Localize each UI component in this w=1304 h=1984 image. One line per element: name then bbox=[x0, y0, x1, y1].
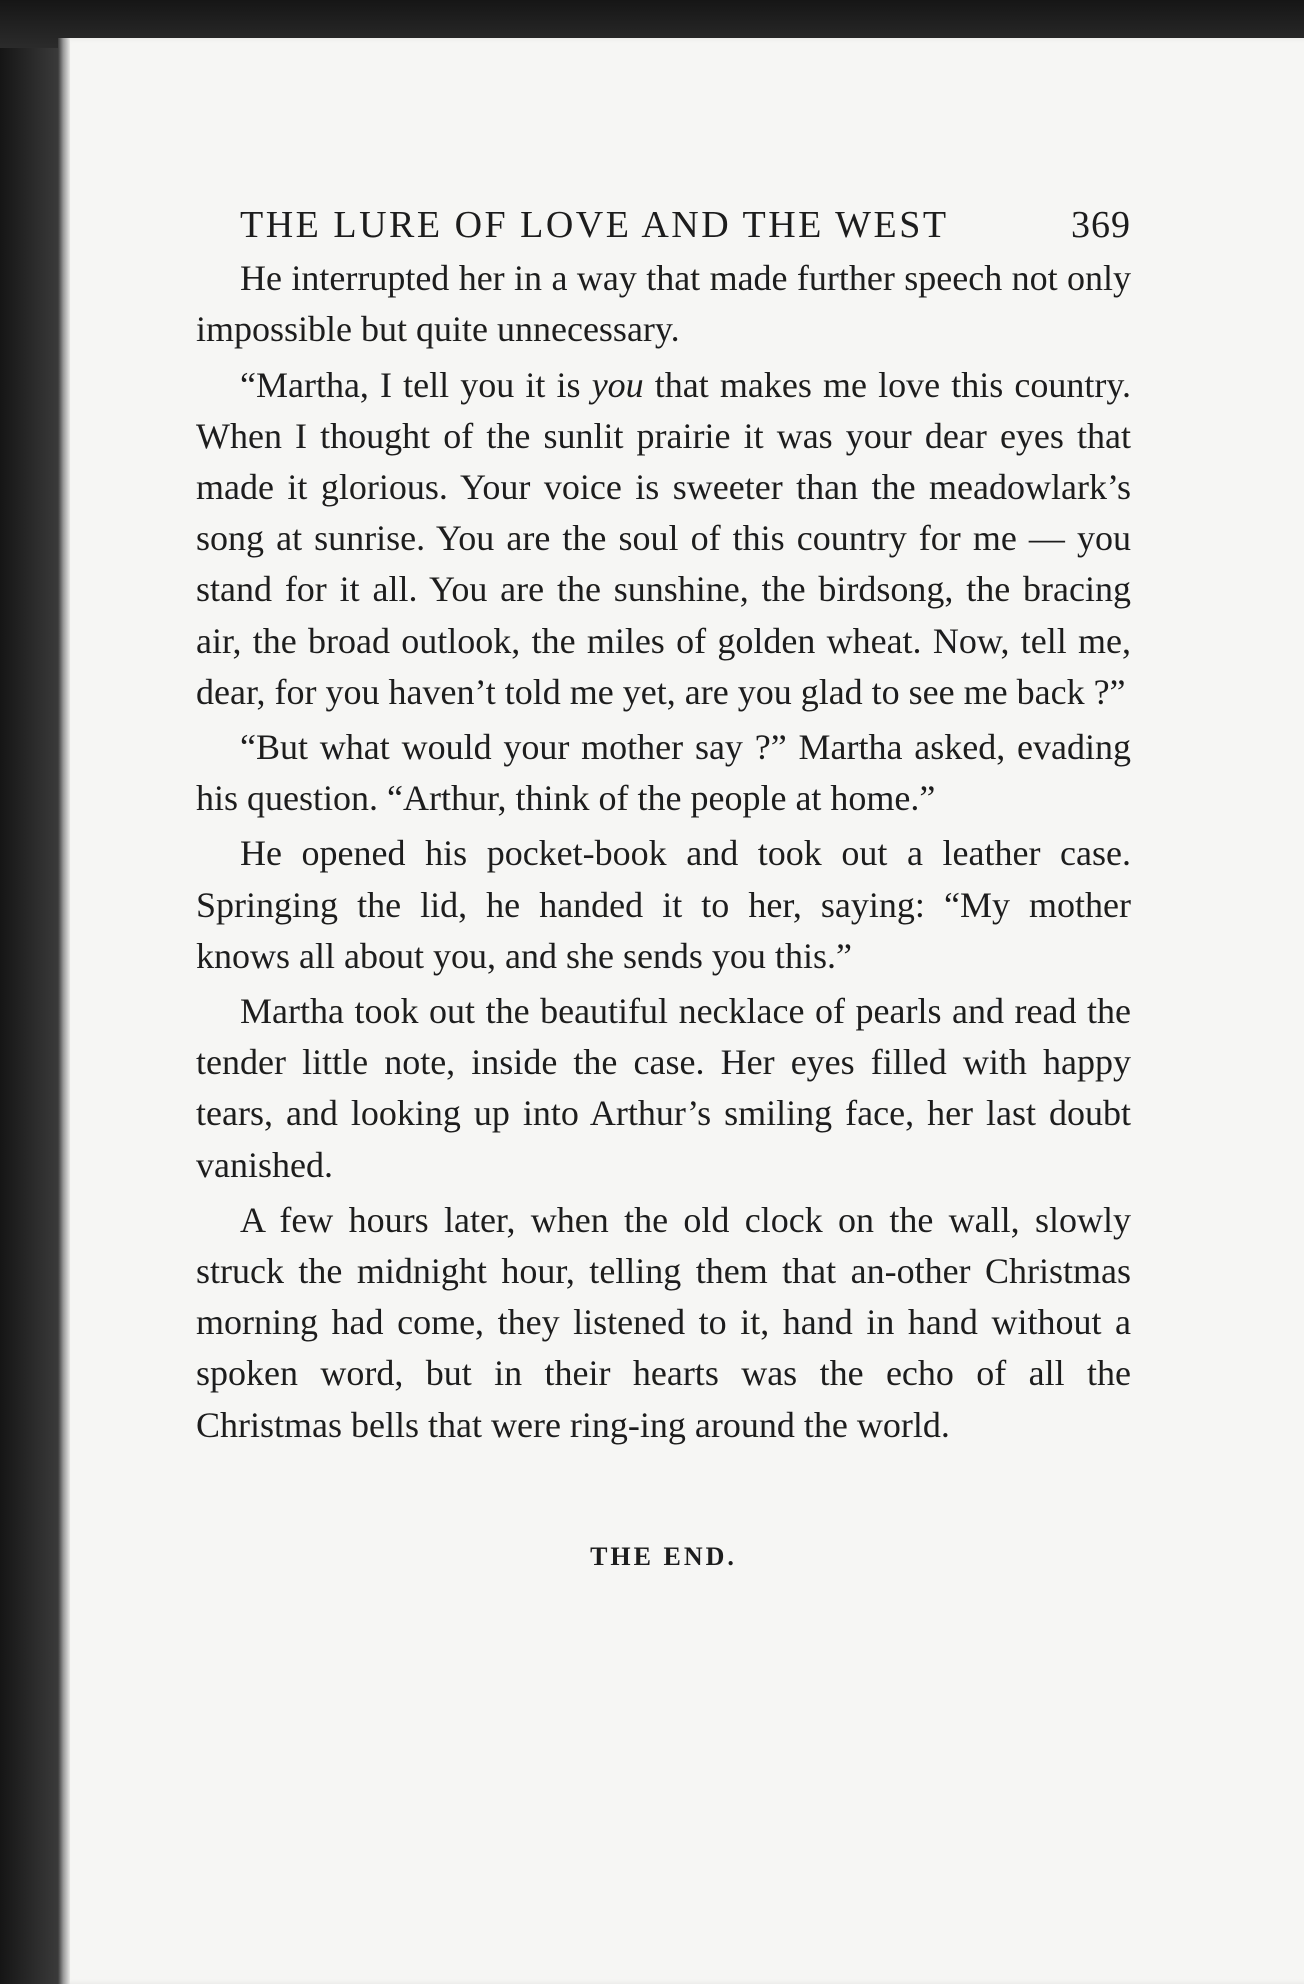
paragraph-2 bbox=[196, 360, 1131, 718]
page-gutter bbox=[58, 38, 70, 1984]
paragraph-2-start: “Martha, I tell you it is bbox=[240, 364, 592, 405]
paragraph-3: “But what would your mother say ?” Martha asked, evading his question. “Arthur, think of the people at home.” bbox=[196, 727, 1131, 819]
paragraph-6: A few hours later, when the old clock on the wall, slowly struck the midnight hour, telling them that an-other Christmas morning had come, they listened to it, hand in hand without a spoken word, but in their hearts was the echo of all the Christmas bells that were ring-ing around the world. bbox=[196, 1199, 1131, 1445]
running-head bbox=[240, 200, 1131, 251]
paragraph-2-end: that makes me love this country. When I thought of the sunlit prairie it was your dear eyes that made it glorious. Your voice is sweeter than the meadowlark’s song at sunrise. You are the soul of this country for me — you stand for it all. You are the sunshine, the birdsong, the bracing air, the broad outlook, the miles of golden wheat. Now, tell me, dear, for you haven’t told me yet, are you glad to see me back ?” bbox=[196, 364, 1131, 712]
paragraph-4: He opened his pocket-book and took out a leather case. Springing the lid, he handed it to her, saying: “My mother knows all about you, and she sends you this.” bbox=[196, 833, 1131, 976]
paragraph-1: He interrupted her in a way that made further speech not only impossible but quite unnecessary. bbox=[196, 258, 1131, 350]
paragraph-5: Martha took out the beautiful necklace of pearls and read the tender little note, inside the case. Her eyes filled with happy tears, and looking up into Arthur’s smiling face, her last doubt vanished. bbox=[196, 991, 1131, 1185]
paragraph-2-emphasis: you bbox=[591, 364, 644, 405]
running-title: THE LURE OF LOVE AND THE WEST bbox=[240, 204, 949, 246]
page-text bbox=[196, 200, 1131, 1582]
scan-left-shadow bbox=[0, 48, 58, 1984]
page-number: 369 bbox=[1071, 204, 1131, 246]
the-end: THE END. bbox=[590, 1541, 737, 1571]
